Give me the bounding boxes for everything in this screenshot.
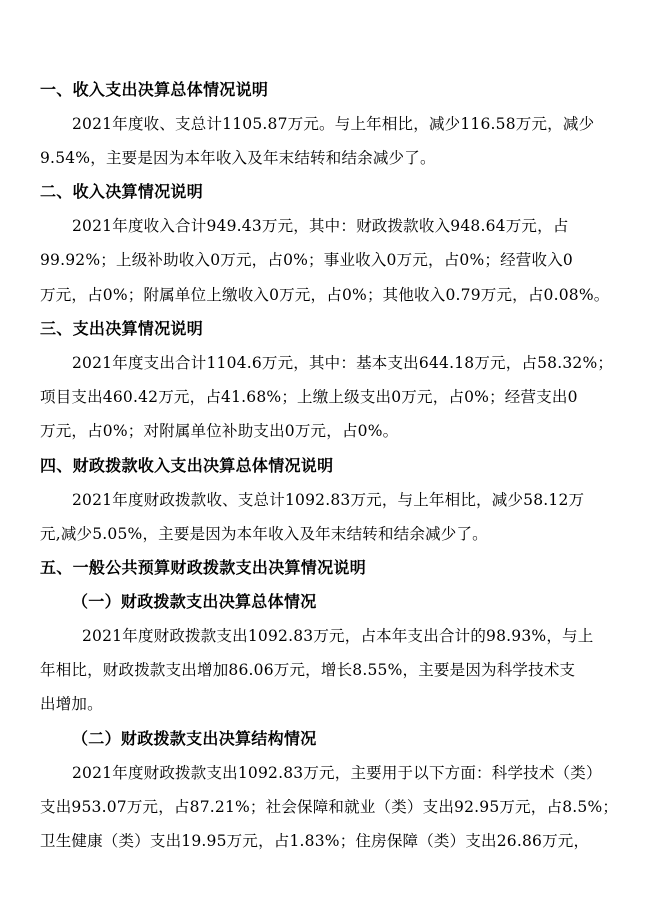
section-heading-1: 一、收入支出决算总体情况说明 <box>40 80 269 99</box>
paragraph-line: 卫生健康（类）支出19.95万元，占1.83%；住房保障（类）支出26.86万元， <box>40 832 590 850</box>
paragraph-line: 万元，占0%；对附属单位补助支出0万元，占0%。 <box>40 422 399 440</box>
paragraph-line: 年相比，财政拨款支出增加86.06万元，增长8.55%，主要是因为科学技术支 <box>40 661 576 679</box>
section-heading-5: 五、一般公共预算财政拨款支出决算情况说明 <box>40 558 367 577</box>
section-heading-4: 四、财政拨款收入支出决算总体情况说明 <box>40 456 334 475</box>
paragraph-line: 2021年度支出合计1104.6万元，其中：基本支出644.18万元，占58.32%； <box>72 354 614 372</box>
subsection-heading-2: （二）财政拨款支出决算结构情况 <box>72 729 317 748</box>
paragraph-line: 元,减少5.05%，主要是因为本年收入及年末结转和结余减少了。 <box>40 525 488 543</box>
paragraph-line: 9.54%，主要是因为本年收入及年末结转和结余减少了。 <box>40 149 436 167</box>
paragraph-line: 项目支出460.42万元，占41.68%；上缴上级支出0万元，占0%；经营支出0 <box>40 388 578 406</box>
paragraph-line: 2021年度财政拨款收、支总计1092.83万元，与上年相比，减少58.12万 <box>72 491 585 509</box>
paragraph-line: 2021年度财政拨款支出1092.83万元，占本年支出合计的98.93%，与上 <box>82 627 594 645</box>
paragraph-line: 万元，占0%；附属单位上缴收入0万元，占0%；其他收入0.79万元，占0.08%。 <box>40 286 610 304</box>
paragraph-line: 99.92%；上级补助收入0万元，占0%；事业收入0万元，占0%；经营收入0 <box>40 251 573 269</box>
section-heading-2: 二、收入决算情况说明 <box>40 182 204 201</box>
paragraph-line: 2021年度收、支总计1105.87万元。与上年相比，减少116.58万元，减少 <box>72 115 595 133</box>
subsection-heading-1: （一）财政拨款支出决算总体情况 <box>72 592 317 611</box>
paragraph-line: 支出953.07万元，占87.21%；社会保障和就业（类）支出92.95万元，占8.5%； <box>40 798 619 816</box>
paragraph-line: 2021年度财政拨款支出1092.83万元，主要用于以下方面：科学技术（类） <box>72 764 602 782</box>
paragraph-line: 出增加。 <box>40 695 103 713</box>
paragraph-line: 2021年度收入合计949.43万元，其中：财政拨款收入948.64万元，占 <box>72 217 569 235</box>
section-heading-3: 三、支出决算情况说明 <box>40 319 204 338</box>
